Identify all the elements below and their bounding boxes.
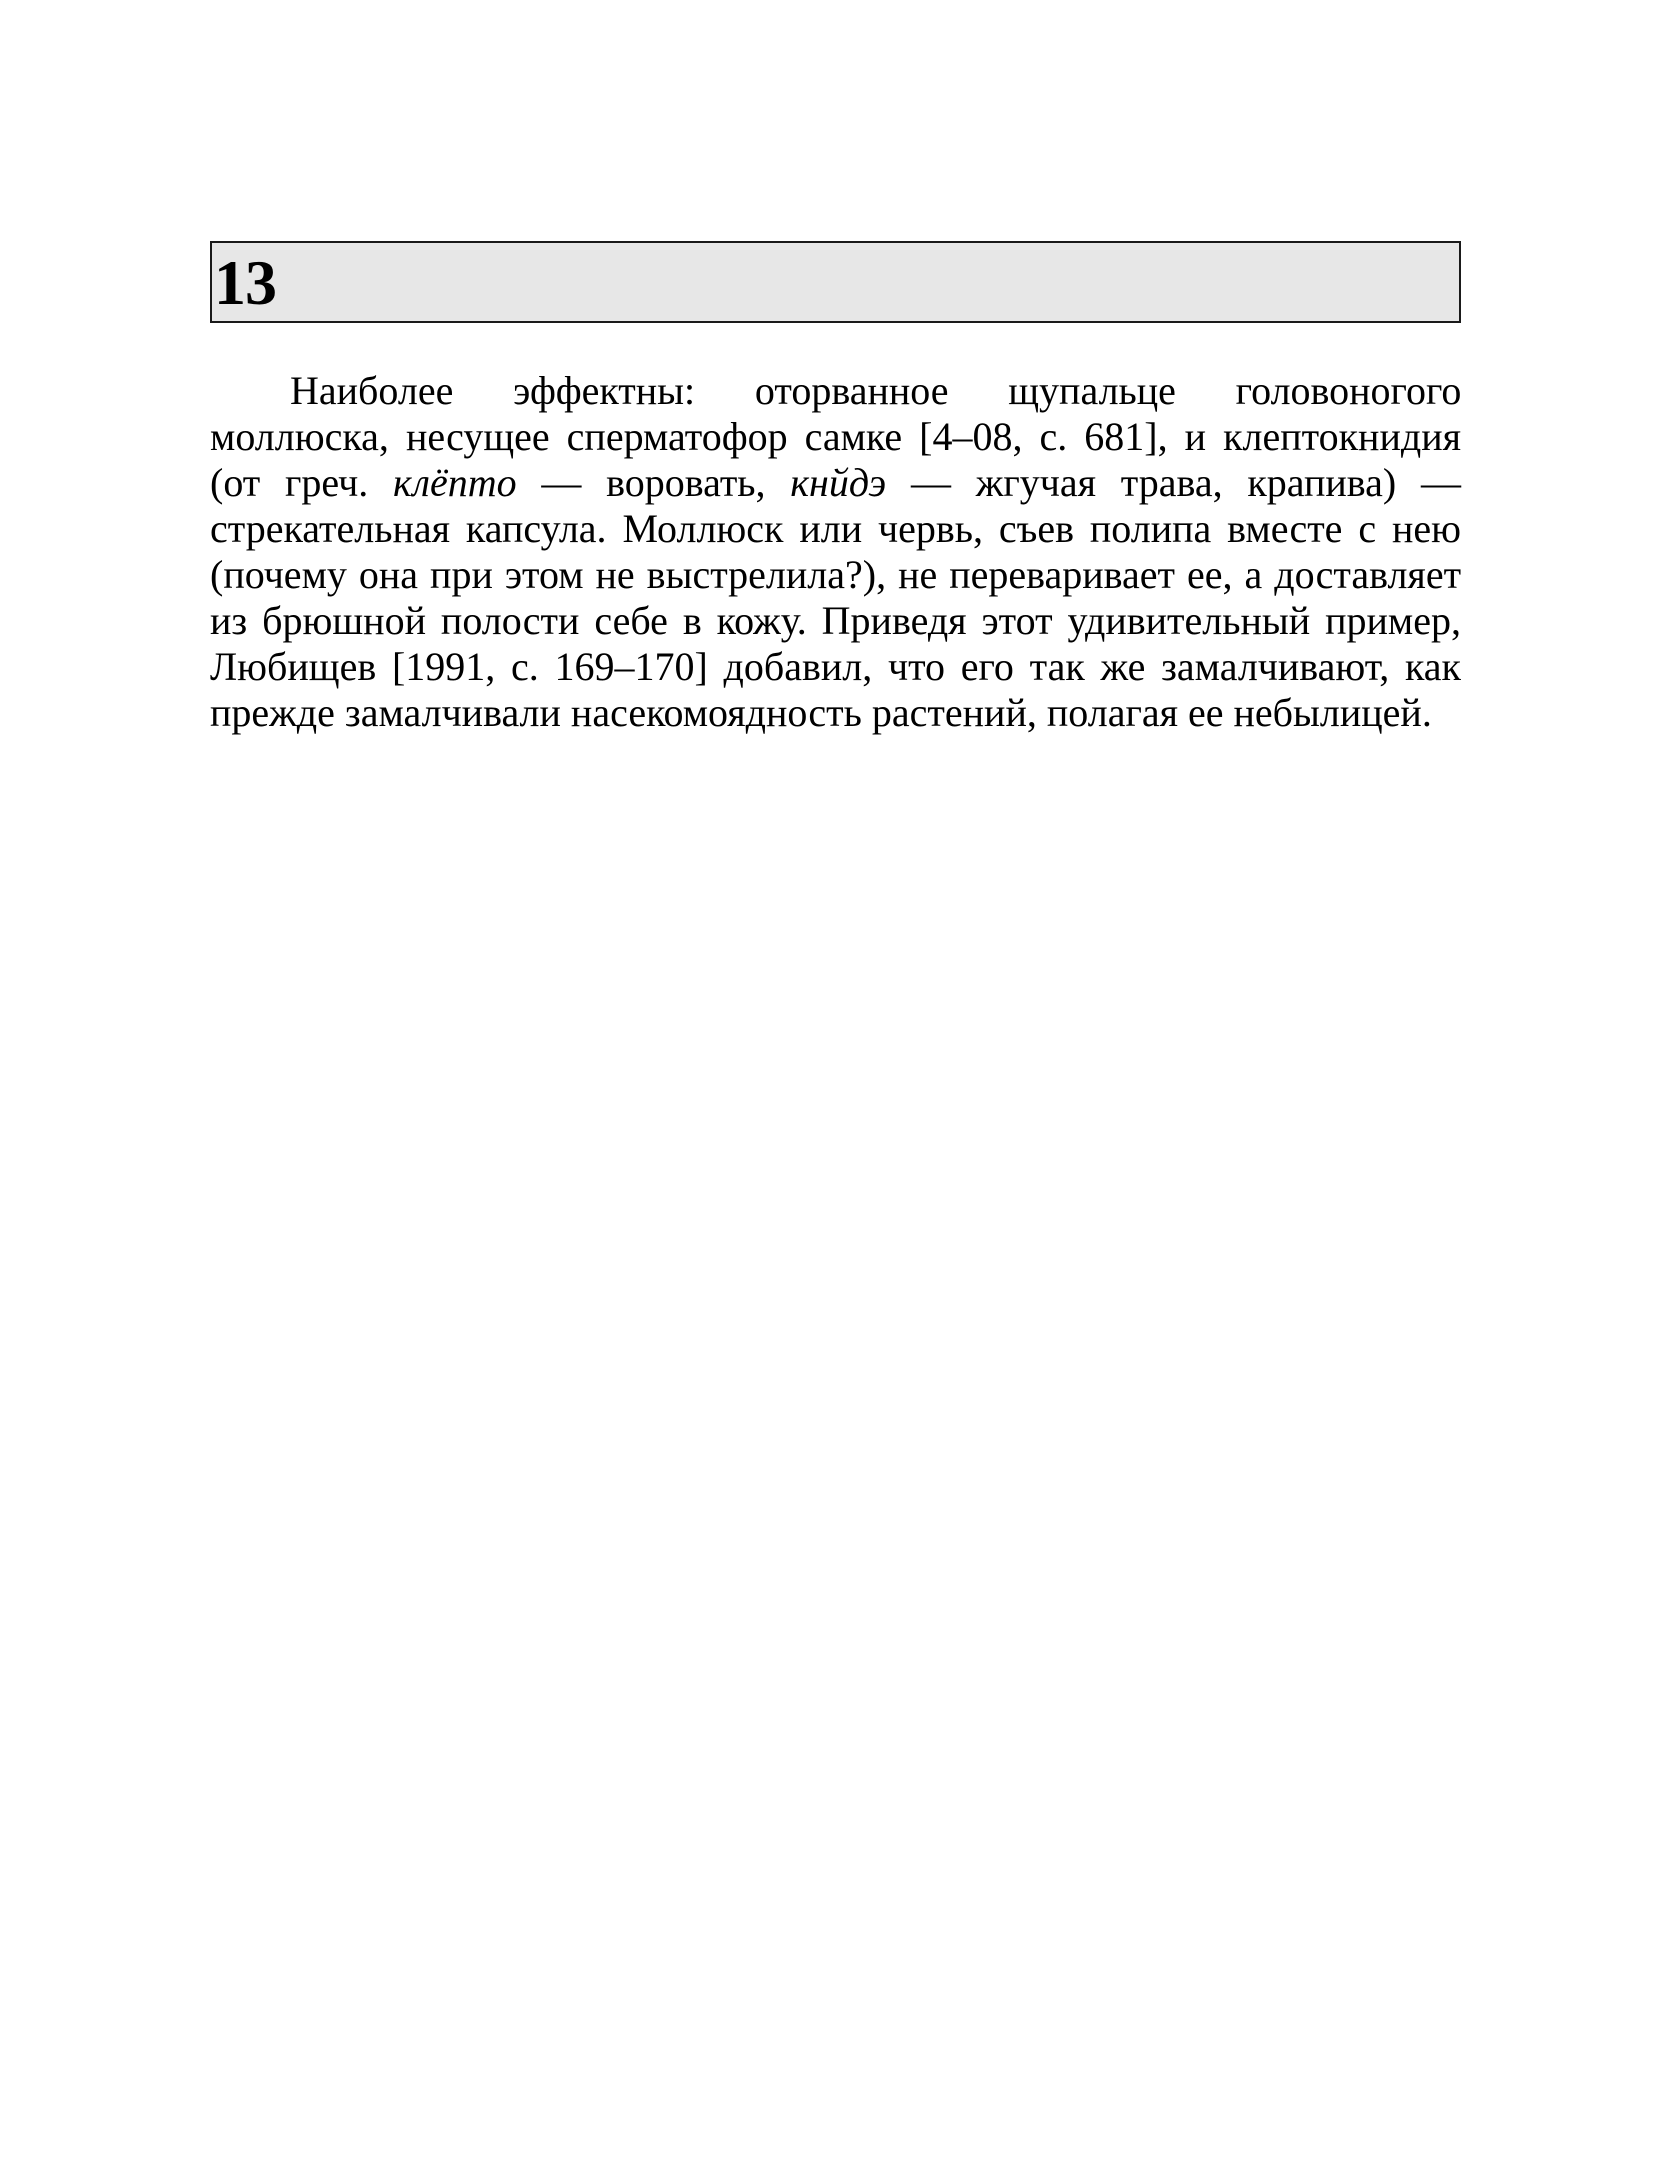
text-run: (от греч.: [210, 460, 394, 505]
text-run: из брюшной полости себе в кожу. Приведя этот удивительный пример,: [210, 598, 1461, 643]
paragraph-line: [210, 690, 1461, 736]
body-paragraph: [210, 368, 1461, 736]
text-run: — воровать,: [516, 460, 791, 505]
paragraph-line: [210, 598, 1461, 644]
text-run: прежде замалчивали насекомоядность растений, полагая ее небылицей.: [210, 690, 1432, 735]
italic-term: клёпто: [393, 460, 517, 505]
section-number: 13: [214, 247, 276, 318]
section-header: [210, 241, 1461, 323]
paragraph-line: [210, 368, 1461, 414]
text-run: Наиболее эффектны: оторванное щупальце головоногого: [290, 368, 1462, 413]
paragraph-line: [210, 644, 1461, 690]
paragraph-line: [210, 414, 1461, 460]
paragraph-line: [210, 506, 1461, 552]
paragraph-line: [210, 460, 1461, 506]
text-run: — жгучая трава, крапива) —: [886, 460, 1461, 505]
text-run: стрекательная капсула. Моллюск или червь, съев полипа вместе с нею: [210, 506, 1462, 551]
text-run: (почему она при этом не выстрелила?), не переваривает ее, а доставляет: [210, 552, 1462, 597]
paragraph-line: [210, 552, 1461, 598]
text-run: моллюска, несущее сперматофор самке [4–08, с. 681], и клептокнидия: [210, 414, 1461, 459]
italic-term: кнйдэ: [790, 460, 887, 505]
text-run: Любищев [1991, с. 169–170] добавил, что его так же замалчивают, как: [210, 644, 1461, 689]
